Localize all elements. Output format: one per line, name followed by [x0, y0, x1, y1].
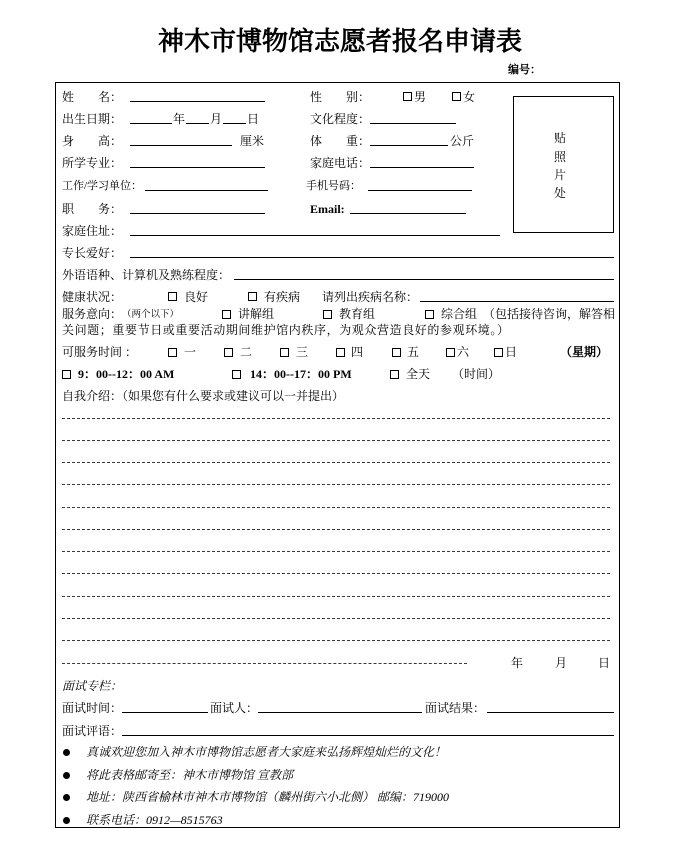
times-suffix: （时间）: [452, 367, 501, 381]
note-address: 地址：陕西省榆林市神木市博物馆（麟州街六小北侧） 邮编：719000: [86, 790, 450, 804]
health-ill-checkbox[interactable]: [248, 292, 257, 301]
interview-comment-input[interactable]: [122, 723, 614, 736]
intent-guide-checkbox[interactable]: [222, 310, 231, 319]
workplace-label: 工作/学习单位：: [62, 180, 143, 192]
time-morning-checkbox[interactable]: [62, 370, 71, 379]
serial-number-input[interactable]: [543, 63, 613, 76]
birth-year-unit: 年: [173, 112, 186, 126]
gender-male-checkbox[interactable]: [403, 92, 412, 101]
intent-general-label: 综合组: [441, 307, 478, 321]
self-intro-line: [62, 440, 610, 441]
self-intro-line: [62, 551, 610, 552]
birth-day-unit: 日: [247, 112, 260, 126]
time-afternoon-checkbox[interactable]: [232, 370, 241, 379]
address-label: 家庭住址：: [62, 224, 123, 238]
self-intro-area[interactable]: [60, 410, 612, 668]
day-thu-label: 四: [351, 345, 364, 359]
hobbies-input[interactable]: [130, 245, 614, 258]
birth-day-input[interactable]: [223, 111, 246, 124]
mobile-input[interactable]: [368, 178, 472, 191]
birth-month-unit: 月: [210, 112, 223, 126]
day-tue-label: 二: [240, 345, 253, 359]
days-suffix: （星期）: [560, 345, 609, 359]
interview-result-input[interactable]: [487, 700, 614, 713]
birth-date-label: 出生日期：: [62, 112, 123, 126]
gender-male-label: 男: [414, 90, 427, 104]
education-input[interactable]: [370, 111, 456, 124]
home-phone-input[interactable]: [370, 155, 474, 168]
self-intro-line: [62, 596, 610, 597]
intent-general-desc: （包括接待咨询，解答相: [483, 307, 616, 321]
birth-year-input[interactable]: [130, 111, 172, 124]
serial-number-label: 编号：: [508, 64, 541, 76]
photo-box: [513, 96, 614, 233]
gender-label: 性 别：: [310, 90, 371, 104]
skills-input[interactable]: [234, 267, 614, 280]
email-input[interactable]: [350, 201, 466, 214]
time-morning-label: 9：00--12：00 AM: [78, 367, 175, 381]
intent-general-checkbox[interactable]: [425, 310, 434, 319]
day-sun-checkbox[interactable]: [494, 348, 503, 357]
name-input[interactable]: [130, 89, 265, 102]
education-label: 文化程度：: [310, 112, 371, 126]
photo-box-char: 处: [554, 186, 567, 200]
photo-box-char: 片: [554, 168, 567, 182]
interview-time-label: 面试时间：: [62, 701, 123, 715]
position-input[interactable]: [130, 201, 265, 214]
service-intent-label: 服务意向：: [62, 307, 123, 321]
photo-box-char: 照: [554, 150, 567, 164]
day-mon-checkbox[interactable]: [168, 348, 177, 357]
time-afternoon-label: 14：00--17：00 PM: [250, 367, 352, 381]
self-intro-line: [62, 573, 610, 574]
self-intro-line: [62, 507, 610, 508]
self-intro-line: [62, 484, 610, 485]
date-year-unit: 年: [511, 656, 524, 670]
photo-box-char: 贴: [554, 131, 567, 145]
note-mail-to: 将此表格邮寄至：神木市博物馆 宣教部: [86, 768, 294, 782]
weight-unit: 公斤: [450, 134, 475, 148]
self-intro-line: [62, 640, 610, 641]
bullet-icon: [63, 772, 70, 779]
bullet-icon: [63, 749, 70, 756]
height-label: 身 高：: [62, 134, 123, 148]
day-wed-checkbox[interactable]: [280, 348, 289, 357]
day-fri-checkbox[interactable]: [392, 348, 401, 357]
interview-comment-label: 面试评语：: [62, 724, 123, 738]
gender-female-label: 女: [463, 90, 476, 104]
disease-name-input[interactable]: [420, 289, 614, 302]
note-welcome: 真诚欢迎您加入神木市博物馆志愿者大家庭来弘扬辉煌灿烂的文化！: [86, 745, 447, 759]
availability-label: 可服务时间 ：: [62, 345, 138, 359]
home-phone-label: 家庭电话：: [310, 156, 371, 170]
position-label: 职 务：: [62, 202, 123, 216]
name-label: 姓 名：: [62, 90, 123, 104]
day-sat-label: 六: [457, 345, 470, 359]
self-intro-label: 自我介绍：（如果您有什么要求或建议可以一并提出）: [62, 389, 345, 403]
interview-time-input[interactable]: [122, 700, 208, 713]
note-phone: 联系电话：0912—8515763: [86, 813, 223, 827]
date-day-unit: 日: [598, 656, 611, 670]
intent-general-desc-cont: 关问题；重要节日或重要活动期间维护馆内秩序，为观众营造良好的参观环境。）: [62, 323, 510, 337]
day-tue-checkbox[interactable]: [224, 348, 233, 357]
weight-input[interactable]: [370, 133, 448, 146]
major-input[interactable]: [130, 155, 265, 168]
skills-label: 外语语种、计算机及熟练程度：: [62, 268, 231, 282]
self-intro-line: [62, 418, 610, 419]
time-fullday-checkbox[interactable]: [390, 370, 399, 379]
interview-result-label: 面试结果：: [425, 701, 486, 715]
intent-education-checkbox[interactable]: [323, 310, 332, 319]
major-label: 所学专业：: [62, 156, 123, 170]
day-mon-label: 一: [184, 345, 197, 359]
bullet-icon: [63, 817, 70, 824]
weight-label: 体 重：: [310, 134, 371, 148]
day-thu-checkbox[interactable]: [336, 348, 345, 357]
height-input[interactable]: [130, 133, 232, 146]
mobile-label: 手机号码：: [306, 180, 361, 192]
form-title: 神木市博物馆志愿者报名申请表: [157, 27, 522, 56]
time-fullday-label: 全天: [406, 367, 431, 381]
day-sun-label: 日: [505, 345, 518, 359]
day-wed-label: 三: [296, 345, 309, 359]
birth-month-input[interactable]: [186, 111, 209, 124]
interviewer-label: 面试人：: [210, 701, 259, 715]
gender-female-checkbox[interactable]: [452, 92, 461, 101]
hobbies-label: 专长爱好：: [62, 246, 123, 260]
address-input[interactable]: [130, 223, 500, 236]
health-label: 健康状况：: [62, 290, 123, 304]
height-unit: 厘米: [240, 134, 265, 148]
intent-education-label: 教育组: [339, 307, 376, 321]
bullet-icon: [63, 794, 70, 801]
self-intro-line: [62, 618, 610, 619]
self-intro-line: [62, 529, 610, 530]
date-month-unit: 月: [555, 656, 568, 670]
service-intent-note: （两个以下）: [122, 310, 180, 320]
day-fri-label: 五: [407, 345, 420, 359]
interview-section-label: 面试专栏：: [62, 679, 123, 693]
day-sat-checkbox[interactable]: [446, 348, 455, 357]
health-good-checkbox[interactable]: [168, 292, 177, 301]
self-intro-line: [62, 462, 610, 463]
health-good-label: 良好: [184, 290, 209, 304]
disease-name-label: 请列出疾病名称：: [322, 290, 419, 304]
intent-guide-label: 讲解组: [238, 307, 275, 321]
self-intro-line: [62, 663, 467, 664]
interviewer-input[interactable]: [258, 700, 422, 713]
workplace-input[interactable]: [145, 178, 268, 191]
email-label: Email:: [310, 202, 345, 216]
health-ill-label: 有疾病: [264, 290, 301, 304]
